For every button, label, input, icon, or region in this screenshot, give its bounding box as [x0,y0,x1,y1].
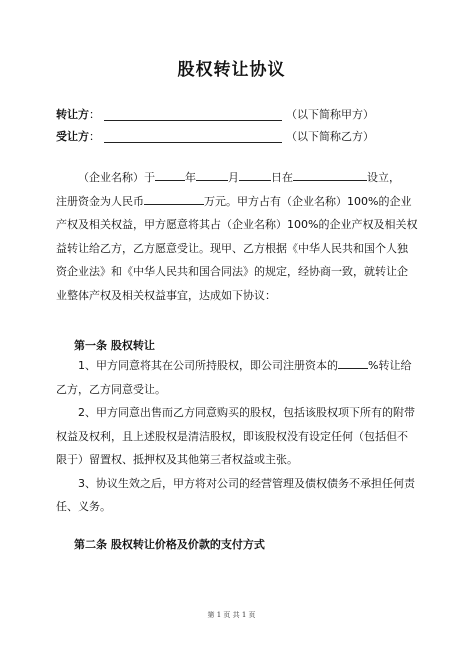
intro-line-5: 资企业法》和《中华人民共和国合同法》的规定，经协商一致，就转让企 [56,265,408,278]
clause-3-line-2: 任、义务。 [56,500,111,513]
intro-text: 注册资金为人民币 [56,194,144,208]
intro-paragraph [56,166,418,307]
intro-text: 年 [185,171,196,184]
intro-line-6: 业整体产权及相关权益事宜，达成如下协议： [56,288,276,302]
clause-1-line-1 [56,354,412,378]
intro-line-1 [56,166,412,190]
article-1-body [56,354,415,519]
transferor-blank [104,108,282,121]
percent-blank [338,356,368,369]
transferor-suffix: （以下简称甲方） [286,108,374,121]
year-blank [155,168,185,181]
intro-text: 万元。甲方占有（企业名称）100%的企业 [204,194,412,208]
intro-text: （企业名称）于 [78,171,155,184]
page-footer: 第 1 页 共 1 页 [207,611,256,619]
clause-2-line-3: 限于）留置权、抵押权及其他第三者权益或主张。 [56,453,298,466]
article-2-heading: 第二条 股权转让价格及价款的支付方式 [74,538,265,551]
transferee-colon: ： [89,130,100,143]
intro-text: 日在 [271,171,293,184]
clause-1-line-2: 乙方，乙方同意受让。 [56,382,166,396]
article-1-heading: 第一条 股权转让 [74,339,155,352]
clause-3-line-1: 3、协议生效之后，甲方将对公司的经营管理及债权债务不承担任何责 [78,476,415,490]
transferee-blank [104,130,282,143]
intro-text: 月 [228,171,239,184]
intro-line-2 [56,190,412,214]
document-title: 股权转让协议 [177,60,286,80]
clause-2-line-1: 2、甲方同意出售而乙方同意购买的股权，包括该股权项下所有的附带 [78,406,415,419]
transferor-label: 转让方 [56,108,89,121]
transferee-suffix: （以下简称乙方） [286,130,374,143]
transferee-line [56,128,374,144]
intro-text: 设立， [367,171,400,184]
location-blank [293,168,367,181]
intro-line-3: 产权及相关权益，甲方愿意将其占（企业名称）100%的企业产权及相关权 [56,218,418,231]
capital-blank [144,192,204,205]
month-blank [196,168,228,181]
day-blank [239,168,271,181]
clause-2-line-2: 权益及权利，且上述股权是清洁股权，即该股权没有设定任何（包括但不 [56,429,408,443]
intro-line-4: 益转让给乙方，乙方愿意受让。现甲、乙方根据《中华人民共和国个人独 [56,241,408,255]
clause-text: 1、甲方同意将其在公司所持股权，即公司注册资本的 [78,359,338,372]
clause-text: %转让给 [368,359,412,372]
transferor-line [56,106,374,122]
transferee-label: 受让方 [56,130,89,143]
transferor-colon: ： [89,108,100,121]
